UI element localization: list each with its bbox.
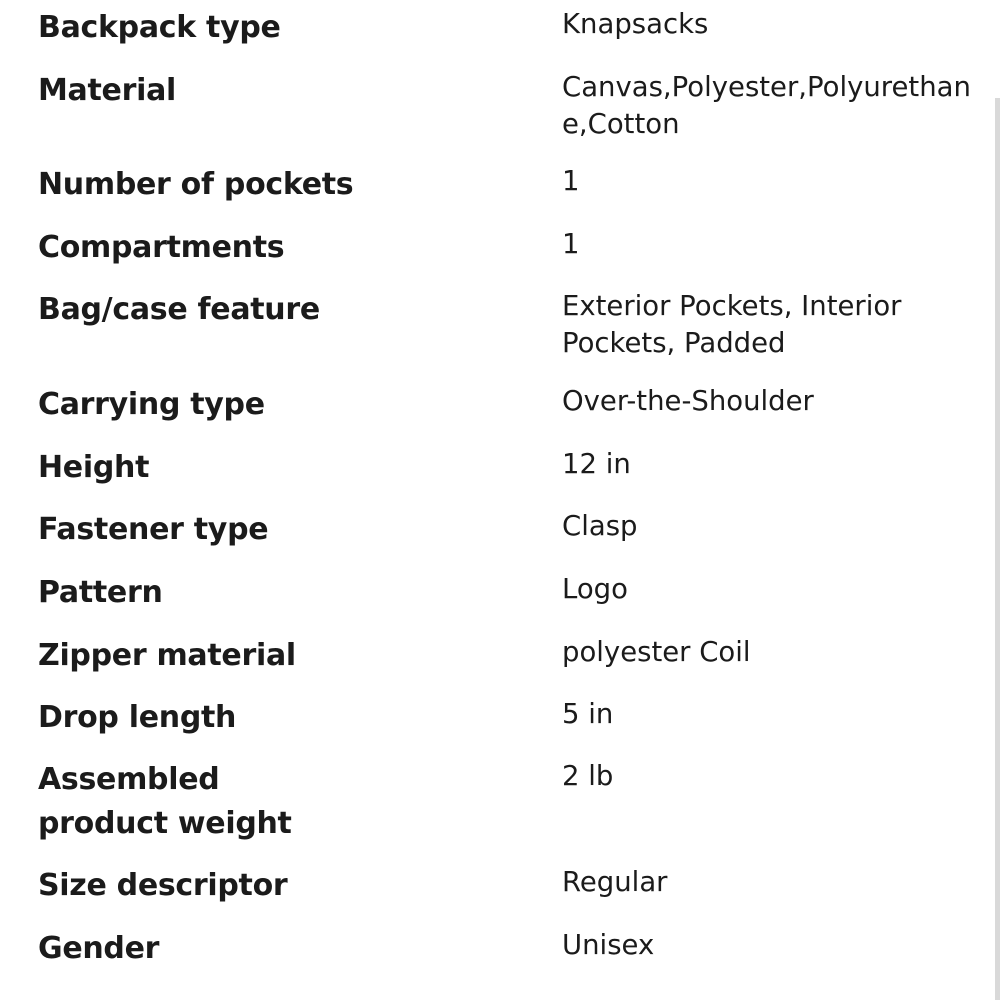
spec-value: Regular bbox=[562, 866, 668, 898]
spec-value: 5 in bbox=[562, 698, 614, 730]
spec-value: Canvas,Polyester,Polyurethane,Cotton bbox=[562, 71, 971, 140]
spec-value: 12 in bbox=[562, 448, 631, 480]
spec-value: Logo bbox=[562, 573, 628, 605]
spec-label: Backpack type bbox=[38, 10, 281, 45]
spec-value: 1 bbox=[562, 165, 580, 197]
spec-label: Size descriptor bbox=[38, 868, 288, 903]
spec-label: Bag/case feature bbox=[38, 292, 320, 327]
spec-value: polyester Coil bbox=[562, 636, 751, 668]
spec-label: Compartments bbox=[38, 230, 285, 265]
spec-label: Material bbox=[38, 73, 176, 108]
spec-value: 1 bbox=[562, 228, 580, 260]
scrollbar[interactable] bbox=[995, 98, 1000, 1000]
spec-label: Zipper material bbox=[38, 638, 296, 673]
spec-label: Fastener type bbox=[38, 512, 269, 547]
spec-value: Over-the-Shoulder bbox=[562, 385, 814, 417]
spec-label: Drop length bbox=[38, 700, 237, 735]
spec-value: 2 lb bbox=[562, 760, 614, 792]
spec-label: Number of pockets bbox=[38, 167, 354, 202]
spec-label: Gender bbox=[38, 931, 160, 966]
spec-value: Exterior Pockets, Interior Pockets, Padded bbox=[562, 290, 902, 359]
spec-value: Knapsacks bbox=[562, 8, 709, 40]
spec-value: Clasp bbox=[562, 510, 638, 542]
spec-label: Carrying type bbox=[38, 387, 265, 422]
spec-label: Height bbox=[38, 450, 150, 485]
spec-value: Unisex bbox=[562, 929, 655, 961]
spec-label: Assembled product weight bbox=[38, 762, 292, 841]
spec-label: Pattern bbox=[38, 575, 163, 610]
